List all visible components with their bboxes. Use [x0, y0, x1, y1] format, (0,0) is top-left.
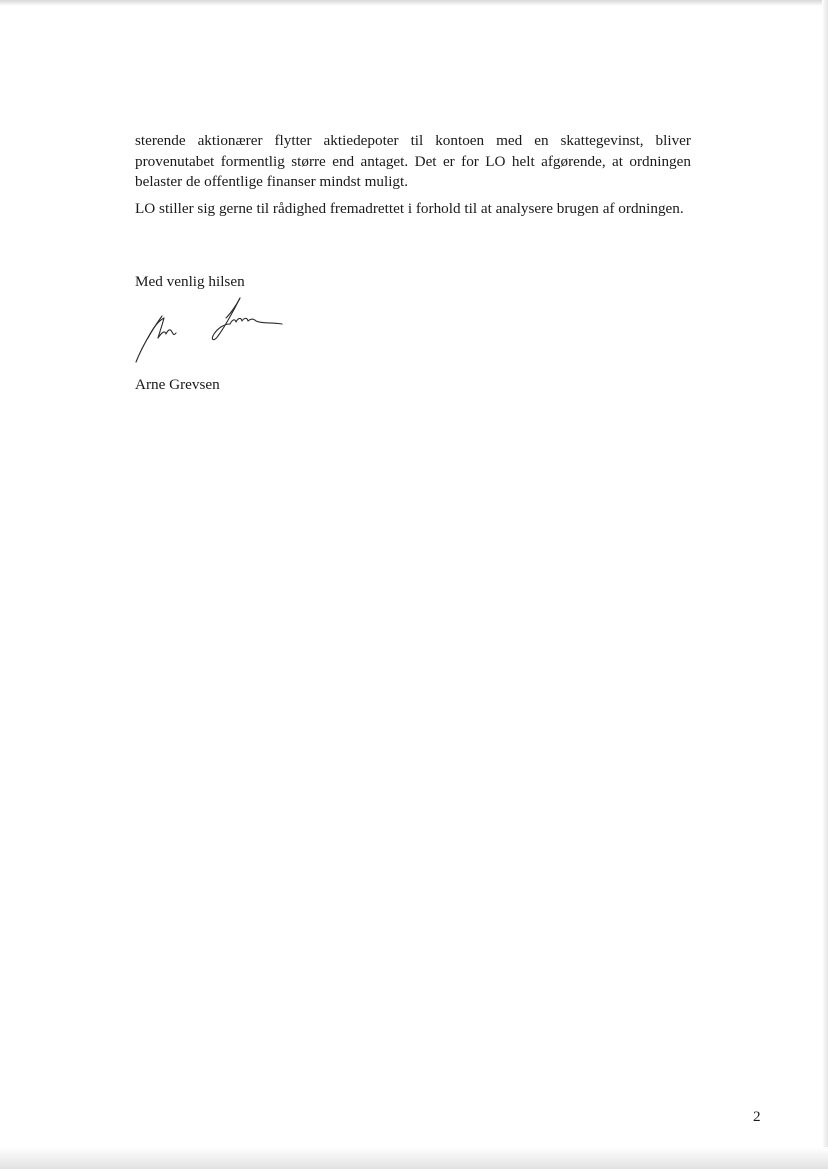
closing-salutation: Med venlig hilsen — [135, 273, 245, 290]
page-number: 2 — [753, 1108, 761, 1125]
letter-body — [135, 131, 691, 225]
handwritten-signature — [132, 292, 292, 366]
scan-edge-top — [0, 0, 828, 6]
scan-edge-bottom — [0, 1147, 828, 1169]
signer-name: Arne Grevsen — [135, 376, 220, 393]
body-paragraph-1: sterende aktionærer flytter aktiedepoter til kontoen med en skattegevinst, bliver provenutabet formentlig større end antaget. Det er for LO helt afgørende, at ordningen belaster de offentlige finanser mindst muligt. — [135, 132, 691, 190]
scan-edge-right — [822, 0, 828, 1169]
body-paragraph-2: LO stiller sig gerne til rådighed fremadrettet i forhold til at analysere brugen af ordningen. — [135, 199, 684, 217]
